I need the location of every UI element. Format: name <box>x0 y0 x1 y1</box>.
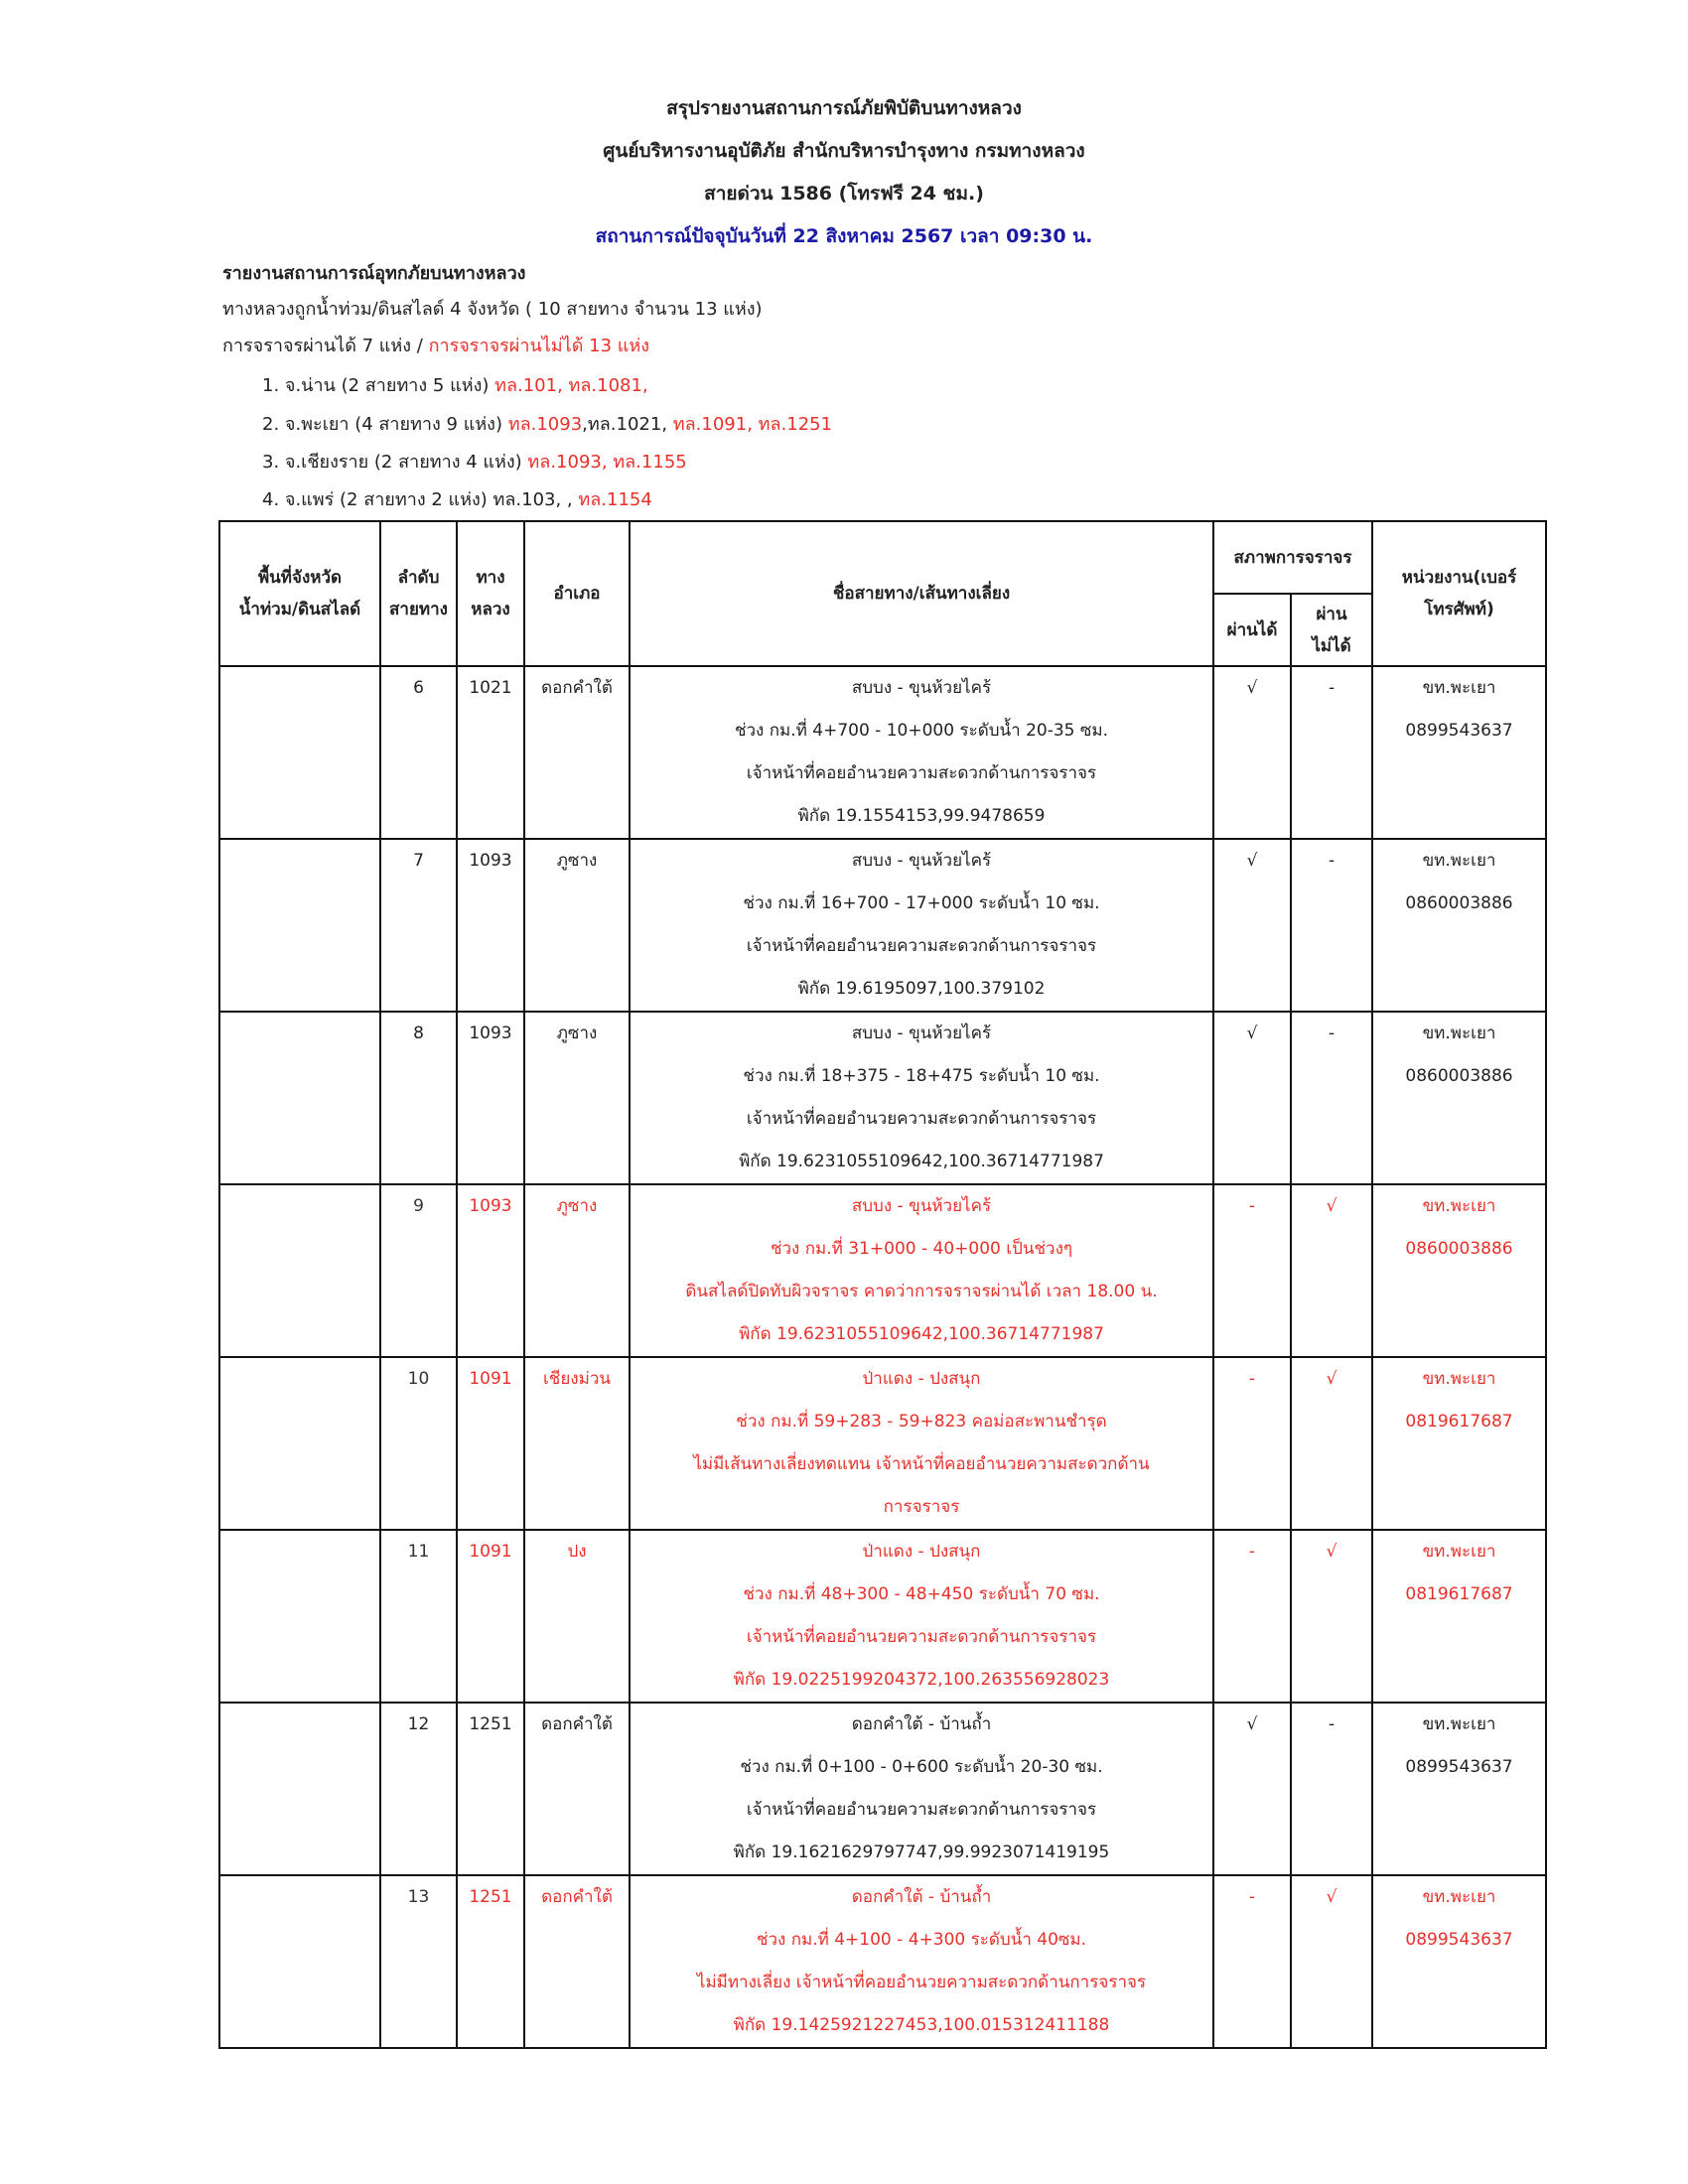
district-cell: ปง <box>524 1530 630 1703</box>
summary-passable: การจราจรผ่านได้ 7 แห่ง / <box>222 336 429 356</box>
unit-cell: ขท.พะเยา 0899543637 <box>1372 666 1546 839</box>
area-cell <box>219 1012 380 1184</box>
pass-cell: - <box>1213 1184 1291 1357</box>
route-cell: สบบง - ขุนห้วยไคร้ ช่วง กม.ที่ 4+700 - 10+000 ระดับน้ำ 20-35 ซม. เจ้าหน้าที่คอยอำนวยความสะดวกด้านการจราจร พิกัด 19.1554153,99.9478659 <box>630 666 1213 839</box>
table-row <box>219 666 1546 839</box>
header-nopass: ผ่าน ไม่ได้ <box>1291 594 1372 666</box>
header-area: พื้นที่จังหวัด น้ำท่วม/ดินสไลด์ <box>219 521 380 666</box>
header-highway: ทาง หลวง <box>457 521 524 666</box>
header-district: อำเภอ <box>524 521 630 666</box>
seq-cell: 8 <box>380 1012 457 1184</box>
highway-cell: 1091 <box>457 1357 524 1530</box>
pass-cell: - <box>1213 1357 1291 1530</box>
nopass-cell: - <box>1291 1703 1372 1875</box>
highway-cell: 1093 <box>457 1012 524 1184</box>
seq-cell: 13 <box>380 1875 457 2048</box>
nopass-cell: √ <box>1291 1875 1372 2048</box>
area-cell <box>219 1184 380 1357</box>
report-hotline: สายด่วน 1586 (โทรฟรี 24 ชม.) <box>704 183 984 205</box>
unit-cell: ขท.พะเยา 0899543637 <box>1372 1703 1546 1875</box>
seq-cell: 7 <box>380 839 457 1012</box>
header-traffic: สภาพการจราจร <box>1213 521 1372 594</box>
table-row <box>219 1357 1546 1530</box>
summary-affected: ทางหลวงถูกน้ำท่วม/ดินสไลด์ 4 จังหวัด ( 10 สายทาง จำนวน 13 แห่ง) <box>222 299 763 320</box>
unit-cell: ขท.พะเยา 0860003886 <box>1372 1012 1546 1184</box>
summary-traffic <box>222 331 649 359</box>
pass-cell: √ <box>1213 666 1291 839</box>
report-title: สรุปรายงานสถานการณ์ภัยพิบัติบนทางหลวง <box>666 97 1022 119</box>
route-cell: สบบง - ขุนห้วยไคร้ ช่วง กม.ที่ 31+000 - 40+000 เป็นช่วงๆ ดินสไลด์ปิดทับผิวจราจร คาดว่าการจราจรผ่านได้ เวลา 18.00 น. พิกัด 19.6231055109642,100.36714771987 <box>630 1184 1213 1357</box>
district-cell: ดอกคำใต้ <box>524 1875 630 2048</box>
summary-title: รายงานสถานการณ์อุทกภัยบนทางหลวง <box>222 263 526 284</box>
nopass-cell: √ <box>1291 1184 1372 1357</box>
province-item: 3. จ.เชียงราย (2 สายทาง 4 แห่ง) ทล.1093, ทล.1155 <box>262 452 687 473</box>
district-cell: ภูซาง <box>524 1012 630 1184</box>
province-item: 1. จ.น่าน (2 สายทาง 5 แห่ง) ทล.101, ทล.1081, <box>262 375 648 396</box>
unit-cell: ขท.พะเยา 0819617687 <box>1372 1530 1546 1703</box>
pass-cell: √ <box>1213 839 1291 1012</box>
district-cell: ภูซาง <box>524 839 630 1012</box>
nopass-cell: - <box>1291 1012 1372 1184</box>
province-item: 2. จ.พะเยา (4 สายทาง 9 แห่ง) ทล.1093,ทล.1021, ทล.1091, ทล.1251 <box>262 414 833 435</box>
route-cell: ป่าแดง - ปงสนุก ช่วง กม.ที่ 59+283 - 59+823 คอม่อสะพานชำรุด ไม่มีเส้นทางเลี่ยงทดแทน เจ้าหน้าที่คอยอำนวยความสะดวกด้าน การจราจร <box>630 1357 1213 1530</box>
area-cell <box>219 666 380 839</box>
route-cell: สบบง - ขุนห้วยไคร้ ช่วง กม.ที่ 16+700 - 17+000 ระดับน้ำ 10 ซม. เจ้าหน้าที่คอยอำนวยความสะดวกด้านการจราจร พิกัด 19.6195097,100.379102 <box>630 839 1213 1012</box>
district-cell: ดอกคำใต้ <box>524 1703 630 1875</box>
area-cell <box>219 1530 380 1703</box>
highway-cell: 1021 <box>457 666 524 839</box>
province-item: 4. จ.แพร่ (2 สายทาง 2 แห่ง) ทล.103, , ทล.1154 <box>262 489 652 510</box>
unit-cell: ขท.พะเยา 0860003886 <box>1372 839 1546 1012</box>
district-cell: ภูซาง <box>524 1184 630 1357</box>
pass-cell: √ <box>1213 1703 1291 1875</box>
table-row <box>219 1703 1546 1875</box>
summary-impassable: การจราจรผ่านไม่ได้ 13 แห่ง <box>428 336 650 356</box>
route-cell: ดอกคำใต้ - บ้านถ้ำ ช่วง กม.ที่ 4+100 - 4+300 ระดับน้ำ 40ซม. ไม่มีทางเลี่ยง เจ้าหน้าที่คอยอำนวยความสะดวกด้านการจราจร พิกัด 19.1425921227453,100.015312411188 <box>630 1875 1213 2048</box>
area-cell <box>219 1357 380 1530</box>
seq-cell: 11 <box>380 1530 457 1703</box>
nopass-cell: √ <box>1291 1357 1372 1530</box>
seq-cell: 10 <box>380 1357 457 1530</box>
nopass-cell: - <box>1291 666 1372 839</box>
pass-cell: √ <box>1213 1012 1291 1184</box>
area-cell <box>219 1703 380 1875</box>
table-row <box>219 1530 1546 1703</box>
incident-table <box>218 520 1547 2049</box>
area-cell <box>219 1875 380 2048</box>
table-row <box>219 1875 1546 2048</box>
district-cell: เชียงม่วน <box>524 1357 630 1530</box>
highway-cell: 1093 <box>457 1184 524 1357</box>
table-row <box>219 1012 1546 1184</box>
unit-cell: ขท.พะเยา 0860003886 <box>1372 1184 1546 1357</box>
highway-cell: 1091 <box>457 1530 524 1703</box>
seq-cell: 9 <box>380 1184 457 1357</box>
seq-cell: 12 <box>380 1703 457 1875</box>
unit-cell: ขท.พะเยา 0819617687 <box>1372 1357 1546 1530</box>
highway-cell: 1093 <box>457 839 524 1012</box>
area-cell <box>219 839 380 1012</box>
header-pass: ผ่านได้ <box>1213 594 1291 666</box>
report-agency: ศูนย์บริหารงานอุบัติภัย สำนักบริหารบำรุงทาง กรมทางหลวง <box>603 140 1085 162</box>
route-cell: สบบง - ขุนห้วยไคร้ ช่วง กม.ที่ 18+375 - 18+475 ระดับน้ำ 10 ซม. เจ้าหน้าที่คอยอำนวยความสะดวกด้านการจราจร พิกัด 19.6231055109642,100.36714771987 <box>630 1012 1213 1184</box>
nopass-cell: √ <box>1291 1530 1372 1703</box>
pass-cell: - <box>1213 1530 1291 1703</box>
report-timestamp: สถานการณ์ปัจจุบันวันที่ 22 สิงหาคม 2567 เวลา 09:30 น. <box>595 225 1093 247</box>
header-route: ชื่อสายทาง/เส้นทางเลี่ยง <box>630 521 1213 666</box>
table-row <box>219 1184 1546 1357</box>
route-cell: ดอกคำใต้ - บ้านถ้ำ ช่วง กม.ที่ 0+100 - 0+600 ระดับน้ำ 20-30 ซม. เจ้าหน้าที่คอยอำนวยความสะดวกด้านการจราจร พิกัด 19.1621629797747,99.9923071419195 <box>630 1703 1213 1875</box>
seq-cell: 6 <box>380 666 457 839</box>
pass-cell: - <box>1213 1875 1291 2048</box>
nopass-cell: - <box>1291 839 1372 1012</box>
table-row <box>219 839 1546 1012</box>
district-cell: ดอกคำใต้ <box>524 666 630 839</box>
unit-cell: ขท.พะเยา 0899543637 <box>1372 1875 1546 2048</box>
highway-cell: 1251 <box>457 1875 524 2048</box>
route-cell: ป่าแดง - ปงสนุก ช่วง กม.ที่ 48+300 - 48+450 ระดับน้ำ 70 ซม. เจ้าหน้าที่คอยอำนวยความสะดวกด้านการจราจร พิกัด 19.0225199204372,100.263556928023 <box>630 1530 1213 1703</box>
highway-cell: 1251 <box>457 1703 524 1875</box>
header-unit: หน่วยงาน(เบอร์ โทรศัพท์) <box>1372 521 1546 666</box>
header-seq: ลำดับ สายทาง <box>380 521 457 666</box>
